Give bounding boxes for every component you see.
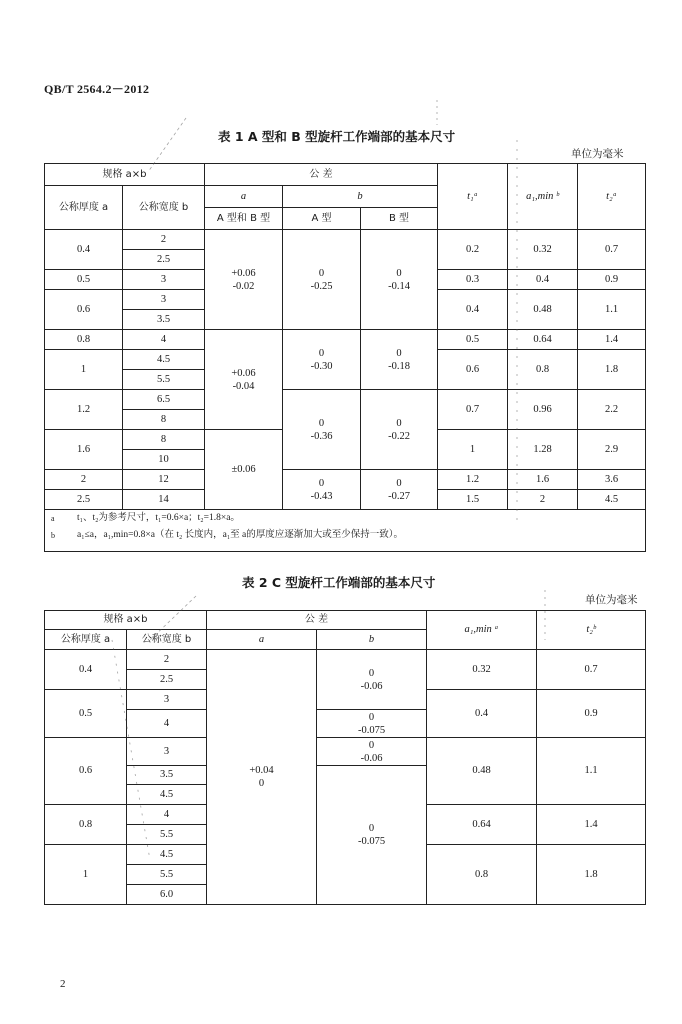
t2-a1min: 0.48 bbox=[427, 738, 537, 805]
t1-width: 8 bbox=[123, 430, 205, 450]
t1-width: 2.5 bbox=[123, 250, 205, 270]
t1-tol-ba-upper: 0 bbox=[318, 477, 325, 489]
t1-header-b-type: B 型 bbox=[361, 208, 438, 230]
t2-header-b: b bbox=[317, 630, 427, 650]
t1-header-a-type: A 型 bbox=[283, 208, 361, 230]
t1-header-width: 公称宽度 b bbox=[123, 186, 205, 230]
t1-thickness: 1.6 bbox=[45, 430, 123, 470]
t1-thickness: 0.6 bbox=[45, 290, 123, 330]
t2-t2: 1.4 bbox=[537, 805, 646, 845]
t1-header-thickness: 公称厚度 a bbox=[45, 186, 123, 230]
t2-width: 4.5 bbox=[127, 845, 207, 865]
t1-header-t1: t₁ᵃ bbox=[438, 164, 508, 230]
t1-width: 3 bbox=[123, 270, 205, 290]
t2-tol-b-upper: 0 bbox=[368, 739, 375, 751]
t1-t2: 1.8 bbox=[578, 350, 646, 390]
t1-a1min: 0.96 bbox=[508, 390, 578, 430]
t2-thickness: 0.8 bbox=[45, 805, 127, 845]
t2-t2: 1.8 bbox=[537, 845, 646, 905]
table1-title: 表 1 A 型和 B 型旋杆工作端部的基本尺寸 bbox=[218, 129, 456, 144]
t2-thickness: 0.6 bbox=[45, 738, 127, 805]
t1-a1min: 0.32 bbox=[508, 230, 578, 270]
t1-header-a1min: a₁,min ᵇ bbox=[508, 164, 578, 230]
t1-t2: 3.6 bbox=[578, 470, 646, 490]
t1-width: 4.5 bbox=[123, 350, 205, 370]
t1-width: 3 bbox=[123, 290, 205, 310]
t1-tol-a-upper: +0.06 bbox=[231, 367, 256, 379]
t2-a1min: 0.32 bbox=[427, 650, 537, 690]
t1-note-b: b a₁≤a，a₁,min=0.8×a（在 t₂ 长度内，a₁至 a的厚度应逐渐加大或至少保持一致）。 bbox=[51, 530, 404, 540]
t2-tol-b-lower: -0.075 bbox=[357, 724, 386, 736]
t2-width: 4 bbox=[127, 710, 207, 738]
t2-thickness: 0.4 bbox=[45, 650, 127, 690]
t2-tol-b-lower: -0.06 bbox=[360, 680, 383, 692]
t1-header-t2: t₂ᵃ bbox=[578, 164, 646, 230]
t1-a1min: 0.8 bbox=[508, 350, 578, 390]
t1-thickness: 2.5 bbox=[45, 490, 123, 510]
t2-header-spec: 规格 a×b bbox=[45, 611, 207, 630]
t2-width: 6.0 bbox=[127, 885, 207, 905]
t2-width: 4.5 bbox=[127, 785, 207, 805]
t1-thickness: 0.8 bbox=[45, 330, 123, 350]
t1-t2: 2.2 bbox=[578, 390, 646, 430]
page-number: 2 bbox=[60, 978, 66, 990]
t1-tol-ba-lower: -0.36 bbox=[310, 430, 333, 442]
t1-a1min: 1.28 bbox=[508, 430, 578, 470]
t1-width: 14 bbox=[123, 490, 205, 510]
t2-header-width: 公称宽度 b bbox=[127, 630, 207, 650]
t2-header-a1min: a₁,min ᵃ bbox=[427, 611, 537, 650]
t1-a1min: 0.64 bbox=[508, 330, 578, 350]
t1-tol-bb-upper: 0 bbox=[396, 267, 402, 279]
t1-a1min: 1.6 bbox=[508, 470, 578, 490]
t1-tol-a-upper: +0.06 bbox=[231, 267, 256, 279]
t1-tol-ba-upper: 0 bbox=[318, 417, 325, 429]
t1-tol-bb-upper: 0 bbox=[396, 477, 402, 489]
t1-tol-bb-lower: -0.27 bbox=[388, 490, 410, 502]
t1-t1: 1.2 bbox=[438, 470, 508, 490]
t1-t1: 1.5 bbox=[438, 490, 508, 510]
t1-thickness: 1 bbox=[45, 350, 123, 390]
t1-width: 5.5 bbox=[123, 370, 205, 390]
table2-unit: 单位为毫米 bbox=[585, 594, 638, 606]
t1-t1: 0.6 bbox=[438, 350, 508, 390]
t1-t2: 0.7 bbox=[578, 230, 646, 270]
t2-tol-b-lower: -0.075 bbox=[357, 836, 386, 847]
t1-header-b: b bbox=[283, 186, 438, 208]
t1-tol-ba-upper: 0 bbox=[318, 267, 325, 279]
t1-t1: 1 bbox=[438, 430, 508, 470]
t1-width: 8 bbox=[123, 410, 205, 430]
t2-width: 2.5 bbox=[127, 670, 207, 690]
t1-thickness: 0.5 bbox=[45, 270, 123, 290]
t2-thickness: 1 bbox=[45, 845, 127, 905]
t1-t1: 0.3 bbox=[438, 270, 508, 290]
t2-tol-b-upper: 0 bbox=[368, 667, 375, 679]
t1-t1: 0.5 bbox=[438, 330, 508, 350]
t1-t1: 0.2 bbox=[438, 230, 508, 270]
t1-thickness: 2 bbox=[45, 470, 123, 490]
t1-t1: 0.7 bbox=[438, 390, 508, 430]
t2-header-a: a bbox=[207, 630, 317, 650]
t1-tol-bb-upper: 0 bbox=[396, 347, 402, 359]
t2-header-thickness: 公称厚度 a bbox=[45, 630, 127, 650]
t1-t2: 1.4 bbox=[578, 330, 646, 350]
t1-header-spec: 规格 a×b bbox=[45, 164, 205, 186]
t1-tol-ba-lower: -0.30 bbox=[310, 360, 333, 372]
t1-a1min: 2 bbox=[508, 490, 578, 510]
t1-tol-a-lower: -0.02 bbox=[232, 280, 255, 292]
t2-tol-b-upper: 0 bbox=[368, 823, 375, 834]
t1-header-tolerance: 公 差 bbox=[205, 164, 438, 186]
t2-width: 3 bbox=[127, 738, 207, 766]
t1-a1min: 0.4 bbox=[508, 270, 578, 290]
t1-tol-bb-lower: -0.18 bbox=[388, 360, 410, 372]
t1-tol-ba-lower: -0.43 bbox=[310, 490, 333, 502]
t2-t2: 1.1 bbox=[537, 738, 646, 805]
t1-t1: 0.4 bbox=[438, 290, 508, 330]
t2-tol-b-lower: -0.06 bbox=[360, 752, 383, 764]
t1-tol-bb-upper: 0 bbox=[396, 417, 402, 429]
t2-a1min: 0.4 bbox=[427, 690, 537, 738]
t1-width: 12 bbox=[123, 470, 205, 490]
t2-t2: 0.7 bbox=[537, 650, 646, 690]
t1-thickness: 1.2 bbox=[45, 390, 123, 430]
t2-a1min: 0.64 bbox=[427, 805, 537, 845]
t2-thickness: 0.5 bbox=[45, 690, 127, 738]
t1-tol-ba-upper: 0 bbox=[318, 347, 325, 359]
t1-tol-bb-lower: -0.14 bbox=[388, 280, 410, 292]
t2-width: 2 bbox=[127, 650, 207, 670]
t1-note-a: a t₁、t₂为参考尺寸，t₁=0.6×a；t₂=1.8×a。 bbox=[51, 513, 240, 523]
table1-unit: 单位为毫米 bbox=[571, 148, 624, 160]
table2-title: 表 2 C 型旋杆工作端部的基本尺寸 bbox=[242, 575, 436, 590]
t2-header-t2: t₂ᵇ bbox=[537, 611, 646, 650]
t2-tol-a-lower: 0 bbox=[258, 778, 265, 789]
t2-header-tolerance: 公 差 bbox=[207, 611, 427, 630]
t1-header-ab-type: A 型和 B 型 bbox=[205, 208, 283, 230]
t1-t2: 4.5 bbox=[578, 490, 646, 510]
standard-code: QB/T 2564.2－2012 bbox=[44, 82, 150, 96]
t2-t2: 0.9 bbox=[537, 690, 646, 738]
t2-width: 3.5 bbox=[127, 766, 207, 785]
t2-width: 3 bbox=[127, 690, 207, 710]
t1-t2: 0.9 bbox=[578, 270, 646, 290]
t1-a1min: 0.48 bbox=[508, 290, 578, 330]
t2-width: 5.5 bbox=[127, 825, 207, 845]
t1-width: 4 bbox=[123, 330, 205, 350]
t1-t2: 2.9 bbox=[578, 430, 646, 470]
t2-width: 4 bbox=[127, 805, 207, 825]
t1-tol-bb-lower: -0.22 bbox=[388, 430, 410, 442]
t2-tol-a-upper: +0.04 bbox=[249, 765, 274, 776]
t1-header-a: a bbox=[205, 186, 283, 208]
t1-width: 3.5 bbox=[123, 310, 205, 330]
t1-width: 6.5 bbox=[123, 390, 205, 410]
t2-a1min: 0.8 bbox=[427, 845, 537, 905]
t2-width: 5.5 bbox=[127, 865, 207, 885]
t1-width: 10 bbox=[123, 450, 205, 470]
t1-thickness: 0.4 bbox=[45, 230, 123, 270]
t2-tol-b-upper: 0 bbox=[368, 711, 375, 723]
t1-tol-a-upper: ±0.06 bbox=[231, 464, 256, 475]
t1-tol-ba-lower: -0.25 bbox=[310, 280, 333, 292]
t1-t2: 1.1 bbox=[578, 290, 646, 330]
t1-tol-a-lower: -0.04 bbox=[232, 380, 255, 392]
t1-width: 2 bbox=[123, 230, 205, 250]
